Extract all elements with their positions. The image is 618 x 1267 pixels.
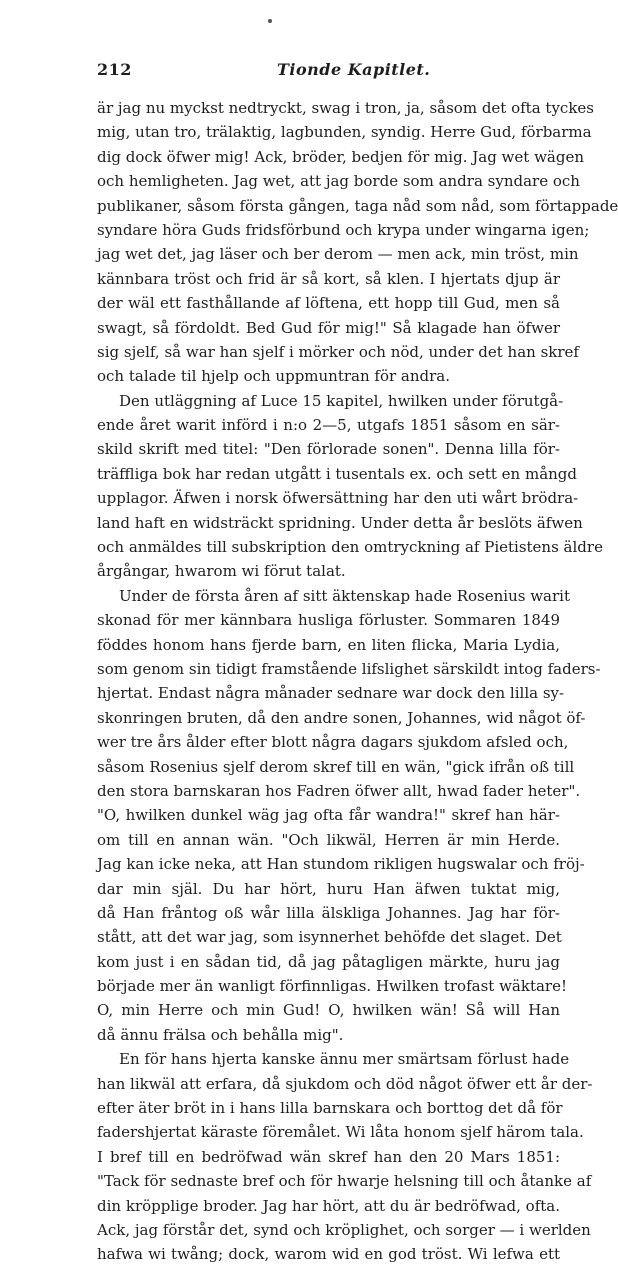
text-line: din kröpplige broder. Jag har hört, att du är bedröfwad, ofta.	[97, 1196, 560, 1215]
text-line: I bref till en bedröfwad wän skref han den 20 Mars 1851:	[97, 1147, 560, 1166]
text-line: såsom Rosenius sjelf derom skref till en wän, "gick ifrån oß till	[97, 757, 575, 776]
page-number: 212	[97, 60, 132, 79]
text-line: publikaner, såsom första gången, taga nåd som nåd, som förtappade	[97, 196, 618, 215]
text-line: och hemligheten. Jag wet, att jag borde som andra syndare och	[97, 172, 580, 191]
text-line: då ännu frälsa och behålla mig".	[97, 1025, 344, 1044]
text-line: ende året warit införd i n:o 2—5, utgafs 1851 såsom en sär-	[97, 416, 560, 435]
text-line: och talade til hjelp och uppmuntran för andra.	[97, 367, 451, 386]
text-line: dar min själ. Du har hört, huru Han äfwen tuktat mig,	[97, 879, 560, 898]
text-line: började mer än wanligt förfinnligas. Hwilken trofast wäktare!	[97, 977, 567, 996]
text-line: upplagor. Äfwen i norsk öfwersättning har den uti wårt brödra-	[97, 489, 579, 508]
text-line: fadershjertat käraste föremålet. Wi låta honom sjelf härom tala.	[97, 1123, 584, 1142]
text-line: stått, att det war jag, som isynnerhet behöfde det slaget. Det	[97, 928, 562, 947]
text-line: skild skrift med titel: "Den förlorade sonen". Denna lilla för-	[97, 440, 560, 459]
text-line: han likwäl att erfara, då sjukdom och död något öfwer ett år der-	[97, 1074, 593, 1093]
text-line: kännbara tröst och frid är så kort, så klen. I hjertats djup är	[97, 269, 560, 288]
text-line: der wäl ett fasthållande af löftena, ett hopp till Gud, men så	[97, 294, 560, 313]
text-line: Ack, jag förstår det, synd och kröplighet, och sorger — i werlden	[97, 1220, 591, 1239]
text-line: Under de första åren af sitt äktenskap hade Rosenius warit	[119, 586, 570, 605]
text-line: sig sjelf, så war han sjelf i mörker och nöd, under det han skref	[97, 342, 579, 361]
page-header	[97, 60, 558, 86]
text-line: mig, utan tro, trälaktig, lagbunden, syndig. Herre Gud, förbarma	[97, 123, 592, 142]
text-line: Jag kan icke neka, att Han stundom rikligen hugswalar och fröj-	[97, 855, 585, 874]
print-speck	[268, 19, 272, 23]
text-line: om till en annan wän. "Och likwäl, Herren är min Herde.	[97, 830, 560, 849]
text-line: årgångar, hwarom wi förut talat.	[97, 562, 346, 581]
text-line: hafwa wi twång; dock, warom wid en god tröst. Wi lefwa ett	[97, 1245, 560, 1264]
text-line: Den utläggning af Luce 15 kapitel, hwilken under förutgå-	[119, 391, 564, 410]
text-line: skonringen bruten, då den andre sonen, Johannes, wid något öf-	[97, 708, 586, 727]
text-line: "O, hwilken dunkel wäg jag ofta får wandra!" skref han här-	[97, 806, 560, 825]
text-line: är jag nu myckst nedtryckt, swag i tron, ja, såsom det ofta tyckes	[97, 99, 594, 117]
text-line: den stora barnskaran hos Fadren öfwer allt, hwad fader heter".	[97, 781, 581, 800]
text-line: då Han fråntog oß wår lilla älskliga Johannes. Jag har för-	[97, 903, 560, 922]
text-line: efter äter bröt in i hans lilla barnskara och borttog det då för	[97, 1099, 563, 1118]
text-line: dig dock öfwer mig! Ack, bröder, bedjen för mig. Jag wet wägen	[97, 147, 584, 166]
text-line: hjertat. Endast några månader sednare war dock den lilla sy-	[97, 684, 565, 703]
text-line: "Tack för sednaste bref och för hwarje helsning till och åtanke af	[97, 1172, 592, 1191]
body-text	[97, 96, 618, 1267]
text-line: träffliga bok har redan utgått i tusentals ex. och sett en mångd	[97, 464, 578, 483]
text-line: En för hans hjerta kanske ännu mer smärtsam förlust hade	[119, 1050, 570, 1069]
text-line: jag wet det, jag läser och ber derom — men ack, min tröst, min	[97, 245, 579, 264]
text-line: wer tre års ålder efter blott några dagars sjukdom afsled och,	[97, 733, 569, 752]
text-line: swagt, så fördoldt. Bed Gud för mig!" Så klagade han öfwer	[97, 318, 560, 337]
text-line: skonad för mer kännbara husliga förluster. Sommaren 1849	[97, 611, 560, 630]
text-line: föddes honom hans fjerde barn, en liten flicka, Maria Lydia,	[97, 635, 560, 654]
running-head: Tionde Kapitlet.	[277, 60, 431, 79]
text-line: kom just i en sådan tid, då jag påtagligen märkte, huru jag	[97, 952, 560, 971]
text-line: syndare höra Guds fridsförbund och krypa under wingarna igen;	[97, 220, 590, 239]
text-line: O, min Herre och min Gud! O, hwilken wän! Så will Han	[97, 1001, 560, 1020]
text-line: som genom sin tidigt framstående lifslighet särskildt intog faders-	[97, 659, 601, 678]
text-line: och anmäldes till subskription den omtryckning af Pietistens äldre	[97, 538, 603, 557]
text-line: land haft en widsträckt spridning. Under detta år beslöts äfwen	[97, 513, 583, 532]
